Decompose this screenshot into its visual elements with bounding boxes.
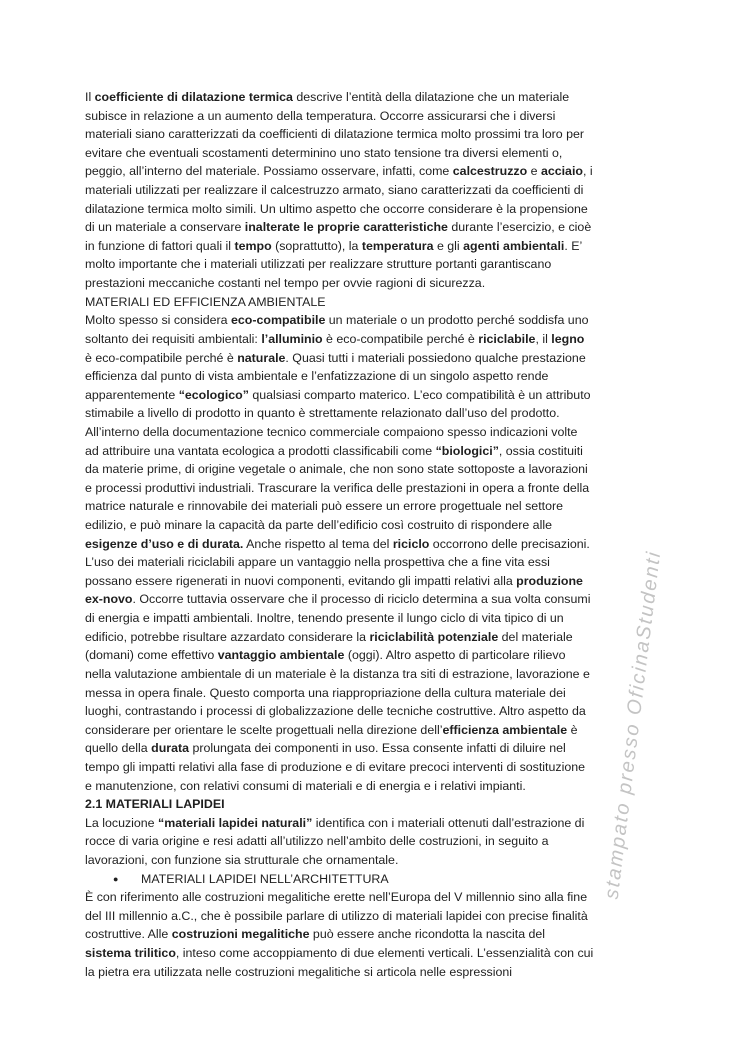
text-line	[85, 349, 685, 368]
text-run: prolungata dei componenti in uso. Essa consente infatti di diluire nel	[189, 741, 566, 756]
watermark-text: stampato presso OficinaStudenti	[600, 549, 666, 901]
text-run: È con riferimento alle costruzioni megalitiche erette nell’Europa del V millennio sino alla fine	[85, 890, 588, 905]
text-line	[85, 684, 685, 703]
text-line	[85, 88, 685, 107]
text-line	[85, 274, 685, 293]
text-run: da materie prime, di origine vegetale o animale, che non sono state sottoposte a lavorazioni	[85, 462, 588, 477]
text-line	[85, 107, 685, 126]
text-line	[85, 702, 685, 721]
text-run-bold: eco-compatibile	[231, 313, 326, 328]
text-line	[85, 218, 685, 237]
bullet-icon: ●	[113, 873, 119, 884]
text-run: di un materiale a conservare	[85, 220, 245, 235]
text-run: un materiale o un prodotto perché soddisfa uno	[325, 313, 589, 328]
text-run: , inteso come accoppiamento di due elementi verticali. L’essenzialità con cui	[175, 946, 594, 961]
text-run: rocce di varia origine e resi adatti all’utilizzo nell’ambito delle costruzioni, in seguito a	[85, 834, 549, 849]
text-line	[85, 572, 685, 591]
text-line	[85, 162, 685, 181]
text-run: considerare per orientare le scelte progettuali nella direzione dell’	[85, 722, 443, 737]
text-run-bold: acciaio	[540, 164, 583, 179]
text-line	[85, 404, 685, 423]
text-run-bold: riciclabile	[478, 331, 536, 346]
text-line	[85, 721, 685, 740]
text-run-bold: 2.1 MATERIALI LAPIDEI	[85, 797, 225, 812]
text-line	[85, 200, 685, 219]
text-run: qualsiasi comparto materico. L’eco compatibilità è un attributo	[248, 387, 591, 402]
text-run: . Quasi tutti i materiali possiedono qualche prestazione	[285, 350, 586, 365]
text-line	[85, 330, 685, 349]
text-line	[85, 628, 685, 647]
text-run: dilatazione termica molto simili. Un ultimo aspetto che occorre considerare è la propensione	[85, 201, 588, 216]
text-line	[85, 963, 685, 982]
text-line	[85, 814, 685, 833]
text-line	[85, 255, 685, 274]
text-run: MATERIALI LAPIDEI NELL’ARCHITETTURA	[141, 871, 389, 886]
text-run: identifica con i materiali ottenuti dall’estrazione di	[312, 815, 585, 830]
text-run-bold: inalterate le proprie caratteristiche	[244, 220, 448, 235]
text-run-bold: legno	[551, 331, 585, 346]
text-line	[85, 739, 685, 758]
text-run: messa in opera finale. Questo comporta una riappropriazione della cultura materiale dei	[85, 685, 566, 700]
text-run-bold: tempo	[234, 238, 272, 253]
text-line	[85, 553, 685, 572]
text-run: lavorazioni, con funzione sia strutturale che ornamentale.	[85, 852, 399, 867]
text-run-bold: agenti ambientali	[463, 238, 565, 253]
text-run-bold: riciclo	[392, 536, 430, 551]
text-run: . E’	[564, 238, 583, 253]
text-run: tempo gli impatti relativi alla fase di produzione e di evitare precoci interventi di sostituzione	[85, 759, 586, 774]
text-run-bold: temperatura	[361, 238, 434, 253]
text-line	[85, 851, 685, 870]
text-line	[85, 125, 685, 144]
text-run: , ossia costituiti	[498, 443, 583, 458]
text-run: Il	[85, 90, 95, 104]
text-run: è	[567, 722, 578, 737]
text-run: Anche rispetto al tema del	[243, 536, 393, 551]
text-run: subisce in relazione a un aumento della temperatura. Occorre assicurarsi che i diversi	[85, 108, 556, 123]
text-line	[85, 609, 685, 628]
text-run: All’interno della documentazione tecnico commerciale compaiono spesso indicazioni volte	[85, 424, 578, 439]
text-run-bold: “ecologico”	[178, 387, 249, 402]
text-line	[85, 516, 685, 535]
text-run: in funzione di fattori quali il	[85, 238, 235, 253]
text-run-bold: vantaggio ambientale	[217, 648, 345, 663]
text-run: Molto spesso si considera	[85, 313, 232, 328]
text-run: MATERIALI ED EFFICIENZA AMBIENTALE	[85, 294, 326, 309]
text-run-bold: sistema trilitico	[85, 946, 176, 961]
text-run-bold: “materiali lapidei naturali”	[158, 815, 313, 830]
text-run: nella valutazione ambientale di un materiale è la distanza tra siti di estrazione, lavorazione e	[85, 666, 590, 681]
text-line	[85, 497, 685, 516]
text-run: materiali siano caratterizzati da coefficienti di dilatazione termica molto prossimi tra loro per	[85, 127, 585, 142]
text-run: La locuzione	[85, 815, 159, 830]
text-line	[85, 777, 685, 796]
text-line	[85, 442, 685, 461]
text-line	[85, 925, 685, 944]
text-run: del III millennio a.C., che è possibile parlare di utilizzo di materiali lapidei con precise finalità	[85, 908, 588, 923]
text-run: e gli	[433, 238, 464, 253]
text-line	[85, 944, 685, 963]
text-run-bold: efficienza ambientale	[442, 722, 568, 737]
text-run: , il	[535, 331, 552, 346]
text-run: e	[527, 164, 541, 179]
text-run-bold: naturale	[237, 350, 286, 365]
text-line	[85, 144, 685, 163]
text-run: , i	[582, 164, 593, 179]
text-run-bold: durata	[151, 741, 190, 756]
text-run-bold: ex-novo	[85, 592, 133, 607]
text-run: soltanto dei requisiti ambientali:	[85, 331, 262, 346]
text-run: prestazioni meccaniche costanti nel tempo per ovvie ragioni di sicurezza.	[85, 276, 486, 291]
text-run: edilizio, e può minare la capacità da parte dell’edificio così costruito di rispondere alle	[85, 518, 552, 533]
text-line	[85, 590, 685, 609]
text-line	[85, 665, 685, 684]
text-line	[85, 311, 685, 330]
text-run: del materiale	[498, 629, 573, 644]
text-line	[85, 479, 685, 498]
text-line	[85, 907, 685, 926]
section-heading	[85, 293, 685, 312]
section-heading	[85, 795, 685, 814]
text-line	[85, 832, 685, 851]
text-run-bold: riciclabilità potenziale	[369, 629, 499, 644]
text-line	[85, 386, 685, 405]
text-run: efficienza dal punto di vista ambientale e l’enfatizzazione di un singolo aspetto rende	[85, 369, 549, 384]
text-line	[85, 758, 685, 777]
text-run: ad attribuire una vantata ecologica a prodotti classificabili come	[85, 443, 436, 458]
text-run: L’uso dei materiali riciclabili appare un vantaggio nella prospettiva che a fine vita essi	[85, 555, 550, 570]
text-run: matrice naturale e rinnovabile dei materiali può essere un errore progettuale nel settore	[85, 499, 563, 514]
text-run: quello della	[85, 741, 152, 756]
text-run: (soprattutto), la	[271, 238, 362, 253]
text-run-bold: l’alluminio	[261, 331, 323, 346]
text-run: possano essere rigenerati in nuovi componenti, evitando gli impatti relativi alla	[85, 573, 517, 588]
text-line	[85, 888, 685, 907]
text-line	[85, 646, 685, 665]
text-line	[85, 237, 685, 256]
text-run: (oggi). Altro aspetto di particolare rilievo	[344, 648, 566, 663]
text-run: è eco-compatibile perché è	[322, 331, 479, 346]
text-run: descrive l’entità della dilatazione che un materiale	[292, 90, 570, 104]
text-run: è eco-compatibile perché è	[85, 350, 238, 365]
text-line	[85, 423, 685, 442]
text-line	[85, 535, 685, 554]
text-run-bold: produzione	[516, 573, 583, 588]
text-run: materiali utilizzati per realizzare il calcestruzzo armato, siano caratterizzati da coefficienti di	[85, 183, 584, 198]
text-run: costruttive. Alle	[85, 927, 172, 942]
text-line	[85, 367, 685, 386]
text-run: stimabile a livello di prodotto in quanto è strettamente relazionato dall’uso del prodotto.	[85, 406, 560, 421]
text-run-bold: calcestruzzo	[452, 164, 528, 179]
text-run-bold: costruzioni megalitiche	[171, 927, 310, 942]
text-run: e processi produttivi industriali. Trascurare la verifica delle prestazioni in opera a fronte della	[85, 480, 590, 495]
text-run: la pietra era utilizzata nelle costruzioni megalitiche si articola nelle espressioni	[85, 964, 512, 979]
text-run-bold: esigenze d’uso e di durata.	[85, 536, 244, 551]
text-run: durante l’esercizio, e cioè	[447, 220, 592, 235]
text-run: può essere anche ricondotta la nascita del	[309, 927, 546, 942]
text-run: occorrono delle precisazioni.	[429, 536, 590, 551]
text-run: edificio, potrebbe risultare azzardato considerare la	[85, 629, 370, 644]
bullet-list-item	[85, 870, 685, 889]
text-run: molto importante che i materiali utilizzati per realizzare strutture portanti garantiscano	[85, 257, 552, 272]
text-run: e manutenzione, con relativi consumi di materiali e di energia e i relativi impianti.	[85, 778, 526, 793]
text-run-bold: “biologici”	[435, 443, 499, 458]
text-run: luoghi, contrastando i processi di globalizzazione delle tecniche costruttive. Altro aspetto da	[85, 704, 586, 719]
text-run: . Occorre tuttavia osservare che il processo di riciclo determina a sua volta consumi	[132, 592, 591, 607]
text-run: apparentemente	[85, 387, 179, 402]
text-run: (domani) come effettivo	[85, 648, 218, 663]
text-run: peggio, all’interno del materiale. Possiamo osservare, infatti, come	[85, 164, 453, 179]
text-line	[85, 460, 685, 479]
text-run-bold: coefficiente di dilatazione termica	[94, 90, 293, 104]
text-run: di energia e impatti ambientali. Inoltre, tenendo presente il lungo ciclo di vita tipico di un	[85, 611, 564, 626]
text-line	[85, 181, 685, 200]
document-text	[85, 88, 685, 981]
text-run: evitare che eventuali scostamenti determinino uno stato tensione tra diversi elementi o,	[85, 145, 563, 160]
